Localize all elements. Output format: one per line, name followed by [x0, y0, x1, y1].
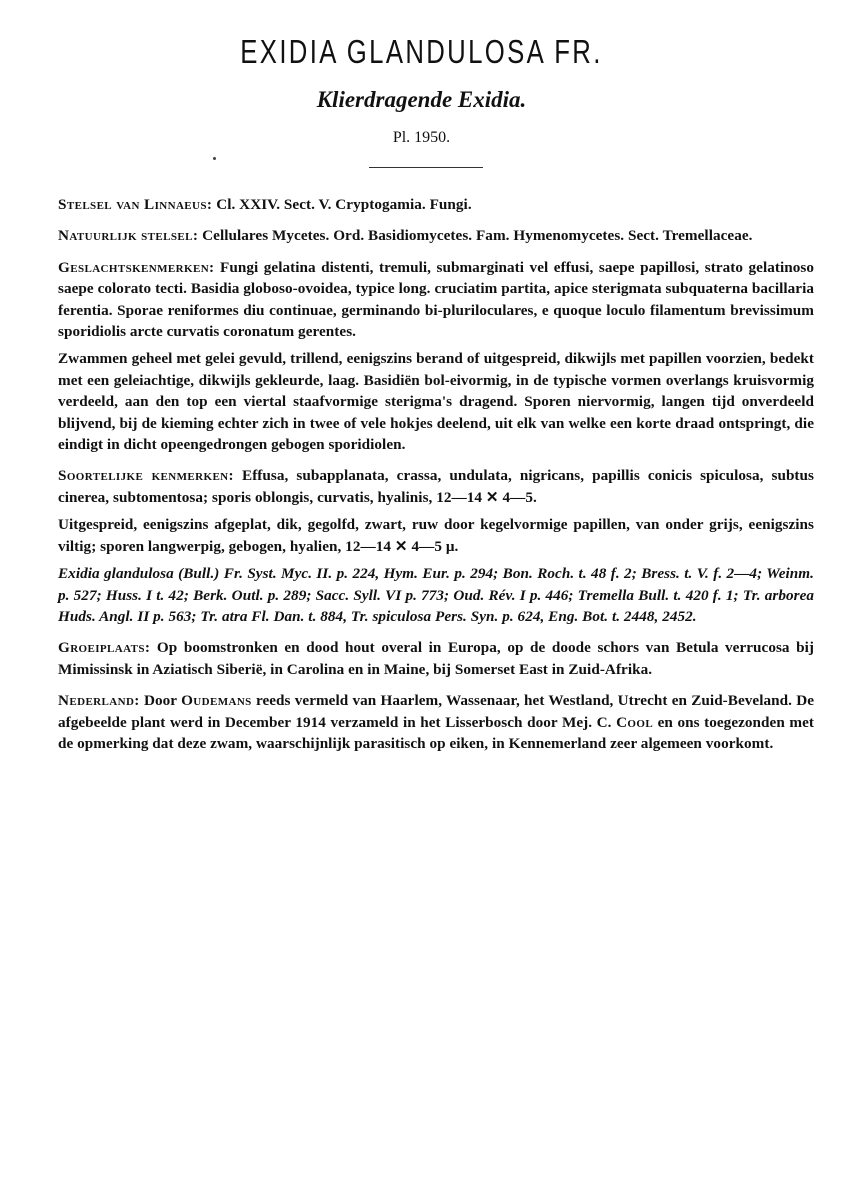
section-text-species-dutch: Uitgespreid, eenigszins afgeplat, dik, gegolfd, zwart, ruw door kegelvormige papillen, van onder grijs, eenigszins viltig; sporen langwerpig, gebogen, hyalien, 12—14 ✕ 4—5 μ.: [58, 516, 814, 555]
author-name-oudemans: Oudemans: [181, 692, 252, 710]
section-text-netherlands-3: en ons toegezonden met de opmerking dat deze zwam, waarschijnlijk parasitisch op eiken, in Kennemerland zeer algemeen voorkomt.: [58, 713, 814, 752]
paragraph-species-dutch: [58, 514, 814, 557]
section-text-species: Effusa, subapplanata, crassa, undulata, nigricans, papillis conicis spiculosa, subtus cinerea, subtomentosa; sporis oblongis, curvatis, hyalinis, 12—14 ✕ 4—5.: [58, 467, 815, 506]
section-label-linnaeus: Stelsel van Linnaeus:: [58, 196, 213, 213]
section-label-habitat: Groeiplaats:: [58, 639, 151, 657]
section-label-species: Soortelijke kenmerken:: [58, 467, 234, 485]
paragraph-natural-system: [58, 225, 814, 246]
title-divider: [369, 167, 483, 168]
section-text-genus-dutch: Zwammen geheel met gelei gevuld, trillend, eenigszins berand of uitgespreid, dikwijls met papillen voorzien, bedekt met een geleiachtige, dikwijls gekleurde, laag. Basidiën bol-eivormig, in de typische vormen overlangs kruisvormig verdeeld, aan den top een viertal staafvormige sterigma's dragend. Sporen niervormig, langen tijd onverdeeld blijvend, bij de kieming echter zich in twee of vele hokjes deelend, uit elk van welke een korte draad ontspringt, die eindigt in dicht opeengedrongen gebogen sporidiolen.: [58, 350, 814, 454]
section-text-linnaeus: Cl. XXIV. Sect. V. Cryptogamia. Fungi.: [212, 196, 472, 213]
paragraph-species: [58, 465, 814, 508]
paragraph-genus-dutch: [58, 348, 814, 455]
page-subtitle: Klierdragende Exidia.: [316, 87, 527, 112]
page-title: EXIDIA GLANDULOSA FR.: [240, 33, 603, 70]
author-name-cool: Cool: [616, 713, 654, 731]
section-label-natural-system: Natuurlijk stelsel:: [58, 227, 199, 245]
section-text-habitat: Op boomstronken en dood hout overal in Europa, op de doode schors van Betula verrucosa bij Mimissinsk in Aziatisch Siberië, in Carolina en in Maine, bij Somerset East in Zuid-Afrika.: [58, 639, 814, 678]
plate-number: Pl. 1950.: [392, 129, 451, 146]
section-text-natural-system: Cellulares Mycetes. Ord. Basidiomycetes. Fam. Hymenomycetes. Sect. Tremellaceae.: [198, 227, 753, 245]
section-label-genus: Geslachtskenmerken:: [58, 258, 215, 276]
section-text-genus: Fungi gelatina distenti, tremuli, submarginati vel effusi, saepe papillosi, strato gelatinoso saepe colorato tecti. Basidia globoso-ovoidea, typice long. cruciatim partita, apice sterigmata subquaterna bacillaria ferentia. Sporae reniformes diu continuae, germinando bi-pluriloculares, e quoque loculo filamentum brevissimum sporidiolis arcte curvatis coronatum gerentes.: [58, 258, 814, 341]
print-speck: [213, 157, 216, 160]
paragraph-linnaeus: [58, 194, 814, 215]
document-body: [58, 194, 814, 764]
paragraph-genus: [58, 257, 814, 343]
paragraph-habitat: [58, 637, 814, 680]
paragraph-references: [58, 563, 814, 627]
section-text-references: Exidia glandulosa (Bull.) Fr. Syst. Myc. II. p. 224, Hym. Eur. p. 294; Bon. Roch. t. 48 f. 2; Bress. t. V. f. 2—4; Weinm. p. 527; Huss. I t. 42; Berk. Outl. p. 289; Sacc. Syll. VI p. 773; Oud. Rév. I p. 446; Tremella Bull. t. 420 f. 1; Tr. arborea Huds. Angl. II p. 563; Tr. atra Fl. Dan. t. 884, Tr. spiculosa Pers. Syn. p. 624, Eng. Bot. t. 2448, 2452.: [58, 565, 814, 625]
paragraph-netherlands: [58, 690, 814, 754]
section-text-netherlands-1: Door: [139, 692, 182, 710]
section-label-netherlands: Nederland:: [58, 692, 140, 710]
section-text-netherlands-2: reeds vermeld van Haarlem, Wassenaar, het Westland, Utrecht en Zuid-Beveland. De afgebeelde plant werd in December 1914 verzameld in het Lisserbosch door Mej. C.: [58, 692, 815, 731]
